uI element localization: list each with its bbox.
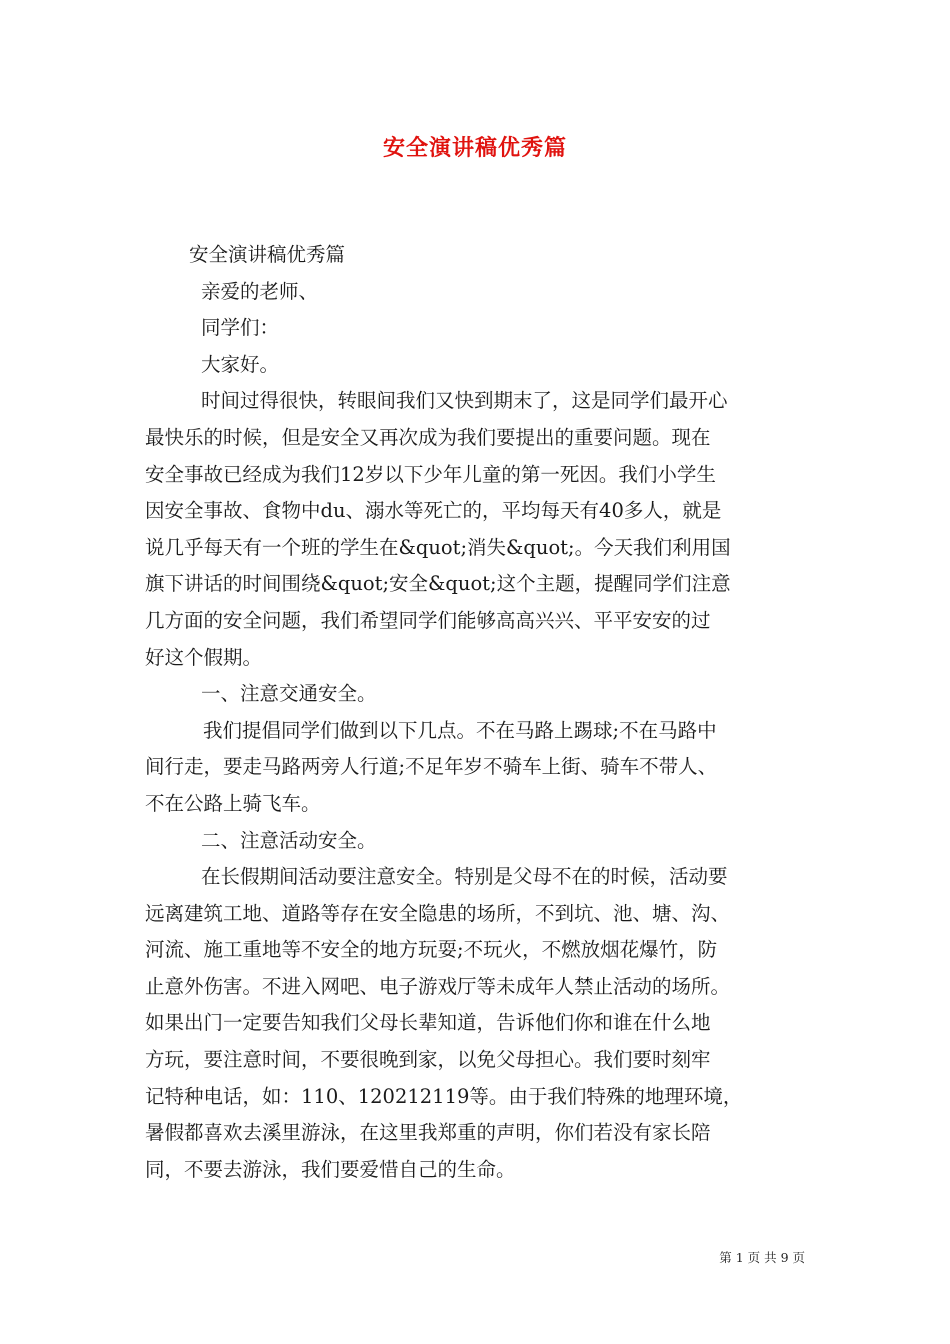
body-line: 几方面的安全问题，我们希望同学们能够高高兴兴、平平安安的过: [145, 608, 711, 632]
body-line: 同学们：: [201, 316, 280, 340]
body-line: 时间过得很快，转眼间我们又快到期末了，这是同学们最开心: [201, 389, 728, 413]
document-body: [145, 237, 810, 1188]
body-line: 旗下讲话的时间围绕&quot;安全&quot;这个主题，提醒同学们注意: [145, 572, 731, 596]
body-line: 远离建筑工地、道路等存在安全隐患的场所，不到坑、池、塘、沟、: [145, 901, 731, 925]
body-line: 如果出门一定要告知我们父母长辈知道，告诉他们你和谁在什么地: [145, 1011, 711, 1035]
body-line: 方玩，要注意时间，不要很晚到家，以免父母担心。我们要时刻牢: [145, 1048, 711, 1072]
document-title: 安全演讲稿优秀篇: [382, 135, 567, 161]
body-line: 不在公路上骑飞车。: [145, 791, 321, 815]
body-line: 记特种电话，如：110、120212119等。由于我们特殊的地理环境，: [145, 1084, 743, 1108]
body-line: 暑假都喜欢去溪里游泳，在这里我郑重的声明，你们若没有家长陪: [145, 1121, 711, 1145]
body-line: 大家好。: [201, 352, 280, 376]
body-line: 同，不要去游泳，我们要爱惜自己的生命。: [145, 1157, 516, 1181]
page-number-footer: 第 1 页 共 9 页: [719, 1250, 805, 1265]
body-line: 我们提倡同学们做到以下几点。不在马路上踢球;不在马路中: [203, 718, 717, 742]
body-line: 止意外伤害。不进入网吧、电子游戏厅等未成年人禁止活动的场所。: [145, 974, 731, 998]
body-line: 安全演讲稿优秀篇: [189, 243, 346, 266]
body-line: 因安全事故、食物中du、溺水等死亡的，平均每天有40多人，就是: [145, 499, 722, 523]
section-heading: 一、注意交通安全。: [201, 682, 377, 706]
body-line: 好这个假期。: [145, 645, 263, 669]
body-line: 安全事故已经成为我们12岁以下少年儿童的第一死因。我们小学生: [145, 462, 716, 486]
body-line: 间行走，要走马路两旁人行道;不足年岁不骑车上街、骑车不带人、: [145, 755, 718, 779]
body-line: 说几乎每天有一个班的学生在&quot;消失&quot;。今天我们利用国: [145, 535, 731, 559]
body-line: 河流、施工重地等不安全的地方玩耍;不玩火，不燃放烟花爆竹，防: [145, 938, 718, 962]
section-heading: 二、注意活动安全。: [201, 828, 377, 852]
body-line: 亲爱的老师、: [201, 279, 319, 303]
body-line: 在长假期间活动要注意安全。特别是父母不在的时候，活动要: [201, 865, 728, 889]
body-line: 最快乐的时候，但是安全又再次成为我们要提出的重要问题。现在: [145, 425, 711, 449]
